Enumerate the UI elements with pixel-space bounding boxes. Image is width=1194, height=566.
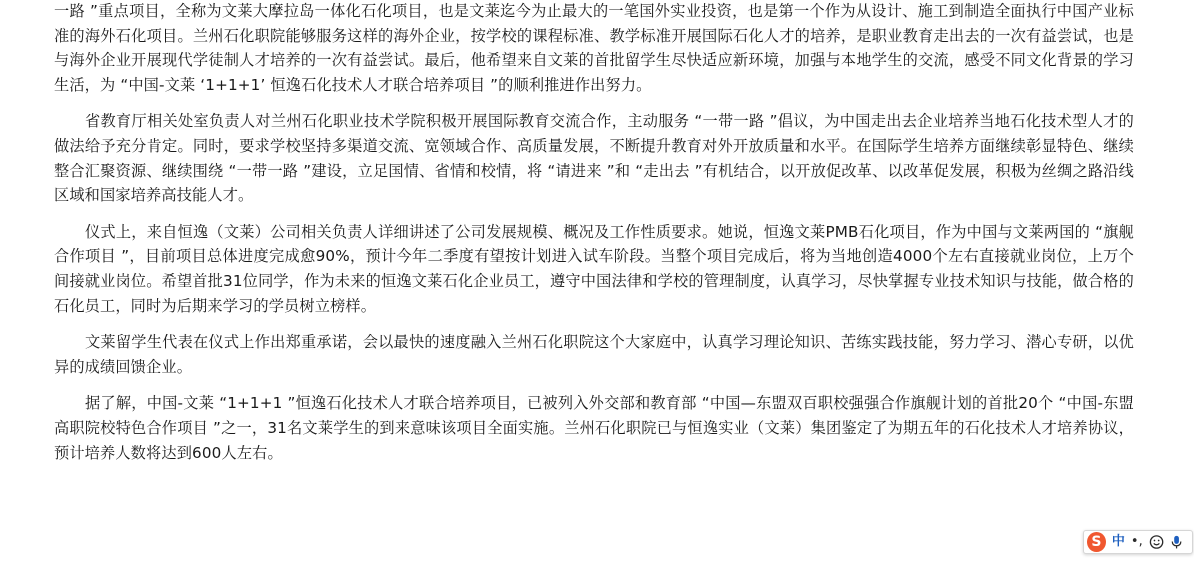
- emoji-icon[interactable]: [1149, 534, 1164, 550]
- article-paragraph-1: 一路 ”重点项目，全称为文莱大摩拉岛一体化石化项目，也是文莱迄今为止最大的一笔国外实业投资，也是第一个作为从设计、施工到制造全面执行中国产业标准的海外石化项目。兰州石化职院能够服务这样的海外企业，按学校的课程标准、教学标准开展国际石化人才的培养，是职业教育走出去的一次有益尝试，也是与海外企业开展现代学徒制人才培养的一次有益尝试。最后，他希望来自文莱的首批留学生尽快适应新环境，加强与本地学生的交流，感受不同文化背景的学习生活，为 “中国-文莱 ‘1+1+1’ 恒逸石化技术人才联合培养项目 ”的顺利推进作出努力。: [54, 2, 1134, 94]
- microphone-icon[interactable]: [1169, 534, 1184, 550]
- ime-punctuation-toggle[interactable]: •,: [1130, 534, 1143, 549]
- article-paragraph-3: 仪式上，来自恒逸（文莱）公司相关负责人详细讲述了公司发展规模、概况及工作性质要求。她说，恒逸文莱PMB石化项目，作为中国与文莱两国的 “旗舰合作项目 ”，目前项目总体进度完成愈90%，预计今年二季度有望按计划进入试车阶段。当整个项目完成后，将为当地创造4000个左右直接就业岗位，上万个间接就业岗位。希望首批31位同学，作为未来的恒逸文莱石化企业员工，遵守中国法律和学校的管理制度，认真学习，尽快掌握专业技术知识与技能，做合格的石化员工，同时为后期来学习的学员树立榜样。: [54, 222, 1134, 315]
- article-paragraph-5: 据了解，中国-文莱 “1+1+1 ”恒逸石化技术人才联合培养项目，已被列入外交部和教育部 “中国—东盟双百职校强强合作旗舰计划的首批20个 “中国-东盟高职院校特色合作项目 ”之一，31名文莱学生的到来意味该项目全面实施。兰州石化职院已与恒逸实业（文莱）集团鉴定了为期五年的石化技术人才培养协议，预计培养人数将达到600人左右。: [54, 394, 1134, 462]
- sogou-logo-icon[interactable]: S: [1087, 532, 1106, 552]
- article-paragraph-4: 文莱留学生代表在仪式上作出郑重承诺，会以最快的速度融入兰州石化职院这个大家庭中，认真学习理论知识、苦练实践技能，努力学习、潜心专研，以优异的成绩回馈企业。: [54, 333, 1134, 376]
- ime-language-toggle[interactable]: 中: [1111, 534, 1125, 549]
- ime-toolbar[interactable]: [1083, 530, 1193, 554]
- article-body: [54, 0, 1134, 477]
- article-paragraph-2: 省教育厅相关处室负责人对兰州石化职业技术学院积极开展国际教育交流合作，主动服务 “一带一路 ”倡议，为中国走出去企业培养当地石化技术型人才的做法给予充分肯定。同时，要求学校坚持多渠道交流、宽领域合作、高质量发展，不断提升教育对外开放质量和水平。在国际学生培养方面继续彰显特色、继续整合汇聚资源、继续围绕 “一带一路 ”建设，立足国情、省情和校情，将 “请进来 ”和 “走出去 ”有机结合，以开放促改革、以改革促发展，积极为丝绸之路沿线区域和国家培养高技能人才。: [54, 112, 1134, 205]
